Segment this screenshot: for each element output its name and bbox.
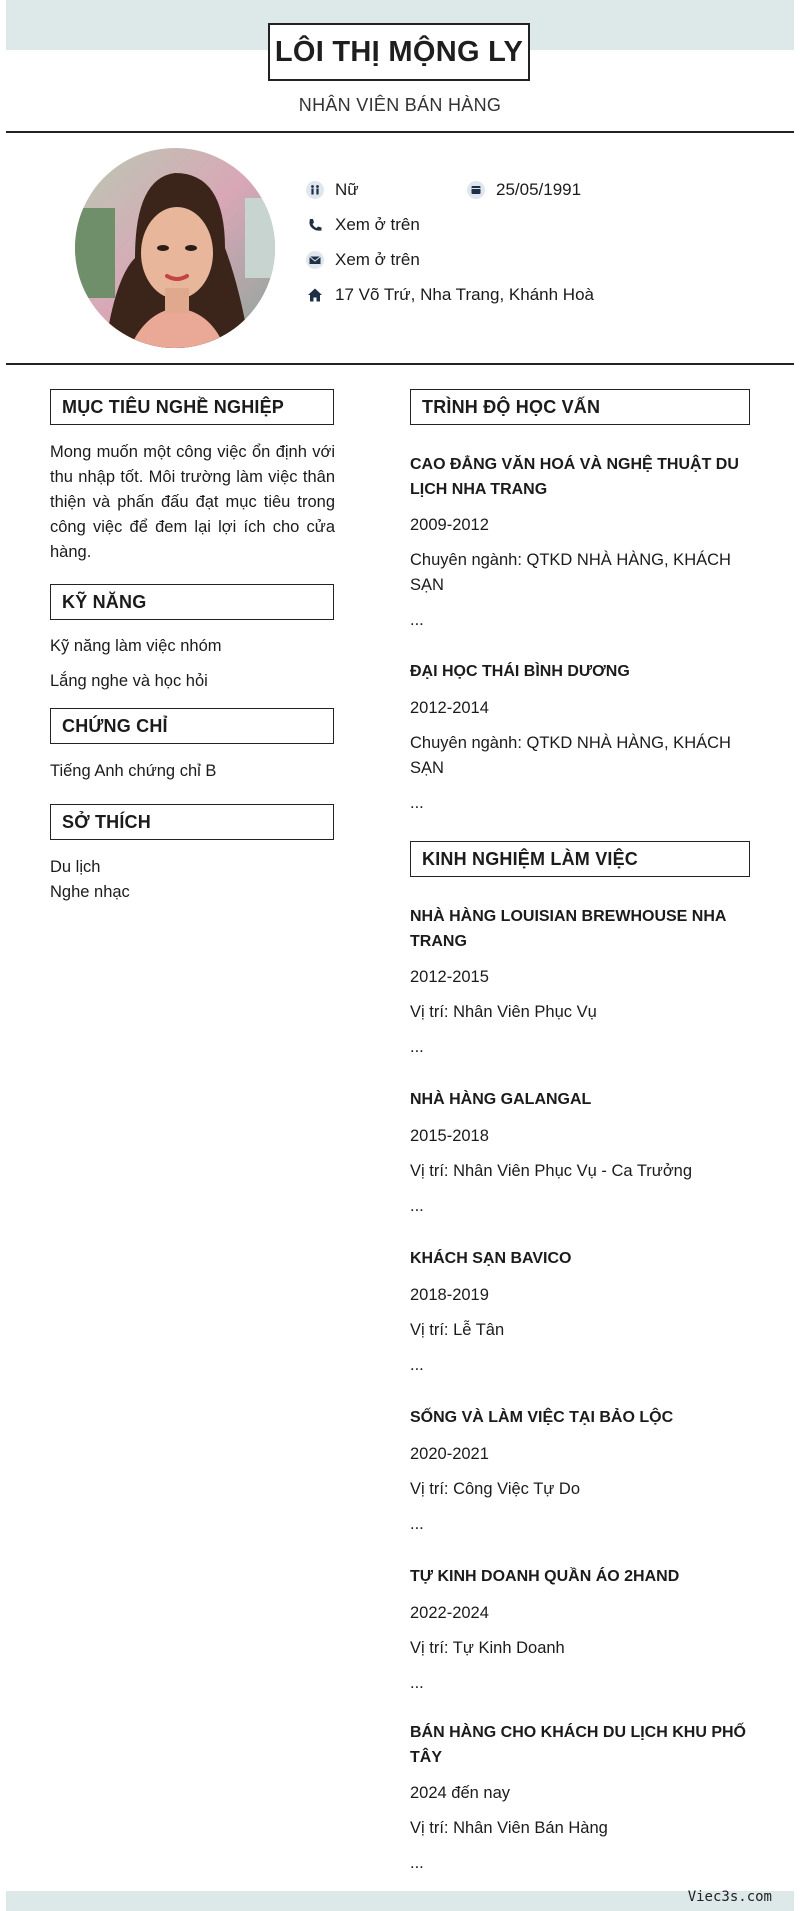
experience-company: NHÀ HÀNG GALANGAL (410, 1091, 592, 1108)
experience-role: Vị trí: Nhân Viên Phục Vụ (410, 1003, 597, 1021)
home-icon (305, 285, 325, 305)
education-more: ... (410, 611, 424, 629)
profile-photo (75, 148, 275, 348)
hobby-item: Nghe nhạc (50, 883, 130, 901)
gender-item (305, 180, 359, 200)
education-school: ĐẠI HỌC THÁI BÌNH DƯƠNG (410, 663, 630, 680)
objective-text: Mong muốn một công việc ổn định với thu nhập tốt. Môi trường làm việc thân thiện và phấn đấu đạt mục tiêu trong công việc để đem lại lợi ích cho cửa hàng. (50, 443, 335, 561)
experience-company: KHÁCH SẠN BAVICO (410, 1250, 572, 1267)
experience-period: 2022-2024 (410, 1604, 489, 1622)
skill-item: Lắng nghe và học hỏi (50, 672, 208, 690)
education-more: ... (410, 794, 424, 812)
experience-company: SỐNG VÀ LÀM VIỆC TẠI BẢO LỘC (410, 1409, 674, 1426)
gender-value: Nữ (335, 180, 359, 199)
objective-heading: MỤC TIÊU NGHỀ NGHIỆP (50, 389, 334, 425)
certificates-heading: CHỨNG CHỈ (50, 708, 334, 744)
phone-value: Xem ở trên (335, 215, 420, 234)
experience-more: ... (410, 1356, 424, 1374)
education-school: CAO ĐẲNG VĂN HOÁ VÀ NGHỆ THUẬT DU LỊCH NHA TRANG (410, 456, 739, 498)
hobby-item: Du lịch (50, 858, 101, 876)
experience-period: 2020-2021 (410, 1445, 489, 1463)
experience-company: BÁN HÀNG CHO KHÁCH DU LỊCH KHU PHỐ TÂY (410, 1724, 746, 1766)
hobbies-heading: SỞ THÍCH (50, 804, 334, 840)
calendar-icon (466, 180, 486, 200)
experience-period: 2024 đến nay (410, 1784, 511, 1802)
skill-item: Kỹ năng làm việc nhóm (50, 637, 222, 655)
experience-role: Vị trí: Công Việc Tự Do (410, 1480, 581, 1498)
info-divider (6, 363, 794, 365)
header-divider (6, 131, 794, 133)
address-value: 17 Võ Trứ, Nha Trang, Khánh Hoà (335, 285, 594, 304)
experience-period: 2018-2019 (410, 1286, 489, 1304)
experience-period: 2015-2018 (410, 1127, 489, 1145)
experience-role: Vị trí: Lễ Tân (410, 1321, 505, 1339)
phone-icon (305, 215, 325, 235)
experience-company: NHÀ HÀNG LOUISIAN BREWHOUSE NHA TRANG (410, 908, 726, 950)
skills-heading: KỸ NĂNG (50, 584, 334, 620)
education-heading: TRÌNH ĐỘ HỌC VẤN (410, 389, 750, 425)
email-value: Xem ở trên (335, 250, 420, 269)
experience-role: Vị trí: Nhân Viên Bán Hàng (410, 1819, 608, 1837)
certificate-item: Tiếng Anh chứng chỉ B (50, 762, 217, 780)
education-period: 2009-2012 (410, 516, 489, 534)
experience-role: Vị trí: Nhân Viên Phục Vụ - Ca Trưởng (410, 1162, 693, 1180)
job-title: NHÂN VIÊN BÁN HÀNG (298, 95, 502, 115)
experience-more: ... (410, 1197, 424, 1215)
education-detail: Chuyên ngành: QTKD NHÀ HÀNG, KHÁCH SẠN (410, 551, 731, 594)
gender-icon (305, 180, 325, 200)
experience-heading: KINH NGHIỆM LÀM VIỆC (410, 841, 750, 877)
experience-more: ... (410, 1674, 424, 1692)
experience-period: 2012-2015 (410, 968, 489, 986)
education-detail: Chuyên ngành: QTKD NHÀ HÀNG, KHÁCH SẠN (410, 734, 731, 777)
experience-more: ... (410, 1515, 424, 1533)
experience-more: ... (410, 1038, 424, 1056)
email-item (305, 250, 420, 270)
dob-value: 25/05/1991 (496, 180, 582, 199)
candidate-name: LÔI THỊ MỘNG LY (268, 23, 530, 81)
address-item (305, 285, 594, 305)
footer-band (6, 1891, 794, 1911)
phone-item (305, 215, 420, 235)
experience-role: Vị trí: Tự Kinh Doanh (410, 1639, 565, 1657)
envelope-icon (305, 250, 325, 270)
site-watermark: Viec3s.com (687, 1889, 772, 1905)
education-period: 2012-2014 (410, 699, 489, 717)
experience-company: TỰ KINH DOANH QUẦN ÁO 2HAND (410, 1568, 680, 1585)
experience-more: ... (410, 1854, 424, 1872)
dob-item (466, 180, 581, 200)
